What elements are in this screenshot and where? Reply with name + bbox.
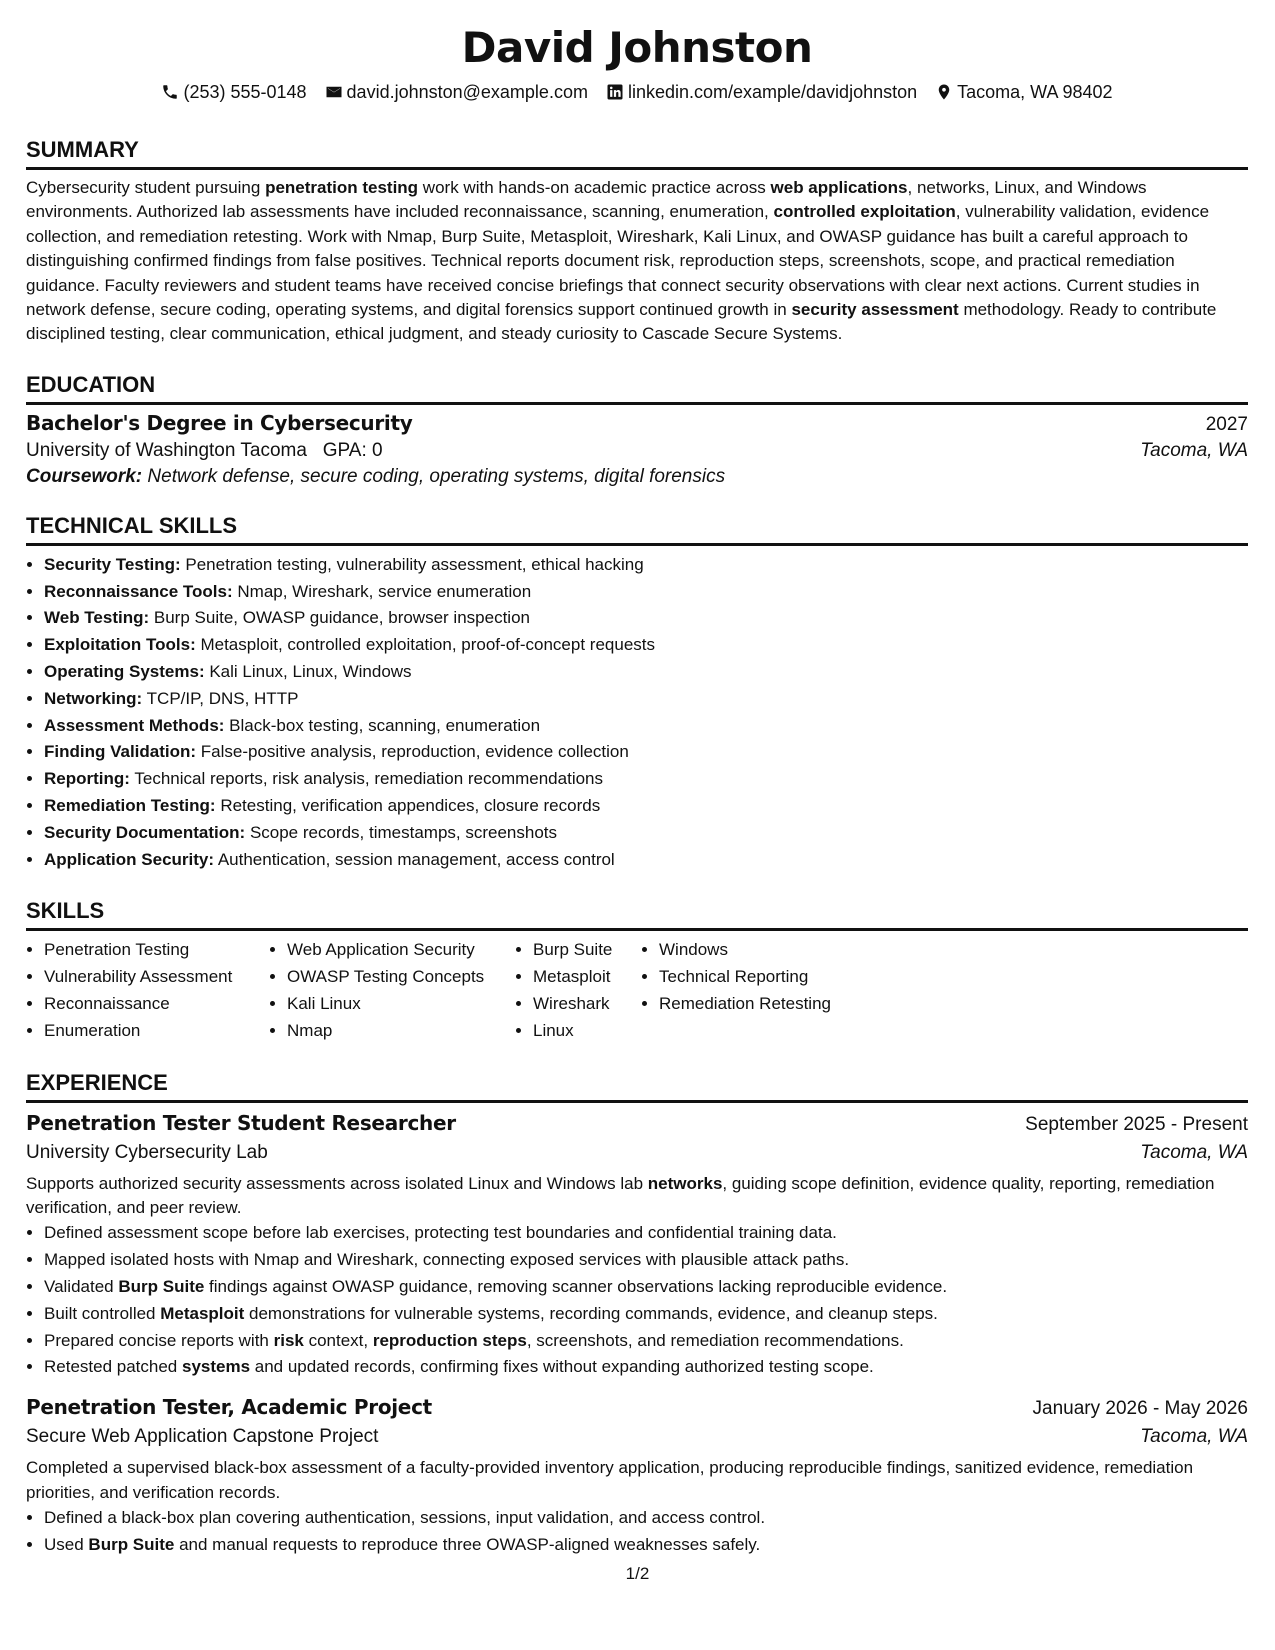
experience-list — [26, 1111, 1248, 1559]
job-organization: Secure Web Application Capstone Project — [26, 1426, 379, 1448]
education-section — [26, 371, 1248, 488]
technical-skill-item — [44, 686, 1248, 713]
linkedin-url[interactable]: linkedin.com/example/davidjohnston — [627, 82, 918, 102]
job-bullet: • Used Burp Suite and manual requests to reproduce three OWASP-aligned weaknesses safely. — [44, 1532, 1248, 1559]
contact-email[interactable] — [325, 80, 588, 104]
skills-grid — [26, 937, 1248, 1044]
technical-skills-list — [26, 552, 1248, 874]
phone-icon — [161, 83, 179, 101]
technical-skill-label: Finding Validation: — [44, 742, 197, 762]
coursework-line — [26, 466, 1248, 488]
technical-skill-label: Security Testing: — [44, 554, 181, 574]
technical-skills-heading: TECHNICAL SKILLS — [26, 512, 1248, 546]
contact-linkedin[interactable] — [606, 80, 917, 104]
education-row-2 — [26, 440, 1248, 462]
job-bullet: • Retested patched systems and updated records, confirming fixes without expanding authorized testing scope. — [44, 1354, 1248, 1381]
skill-item: • Vulnerability Assessment — [44, 964, 269, 991]
school-location: Tacoma, WA — [1140, 439, 1248, 461]
technical-skill-label: Application Security: — [44, 849, 215, 869]
bold-text: controlled exploitation — [773, 202, 956, 222]
technical-skill-item — [44, 713, 1248, 740]
experience-entry — [26, 1111, 1248, 1382]
experience-entry — [26, 1395, 1248, 1558]
technical-skill-value: Black-box testing, scanning, enumeration — [229, 715, 541, 735]
technical-skill-label: Assessment Methods: — [44, 715, 225, 735]
technical-skill-label: Exploitation Tools: — [44, 635, 196, 655]
education-row-1 — [26, 411, 1248, 436]
technical-skill-value: Retesting, verification appendices, closure records — [220, 796, 601, 816]
job-header — [26, 1111, 1248, 1136]
bold-text: Burp Suite — [118, 1277, 205, 1296]
school-name: University of Washington Tacoma — [26, 439, 307, 461]
technical-skill-value: Kali Linux, Linux, Windows — [209, 662, 412, 682]
phone-number: (253) 555-0148 — [183, 82, 307, 102]
technical-skill-value: False-positive analysis, reproduction, evidence collection — [200, 742, 629, 762]
school-line — [26, 440, 383, 462]
technical-skill-item — [44, 579, 1248, 606]
contact-phone — [161, 80, 306, 104]
job-dates: January 2026 - May 2026 — [1032, 1398, 1248, 1420]
job-subheader — [26, 1426, 1248, 1448]
technical-skill-value: Authentication, session management, access control — [217, 849, 615, 869]
technical-skill-label: Web Testing: — [44, 608, 150, 628]
job-organization: University Cybersecurity Lab — [26, 1141, 268, 1163]
location-pin-icon — [935, 83, 953, 101]
bold-text: Burp Suite — [88, 1534, 175, 1554]
job-title: Penetration Tester Student Researcher — [26, 1110, 456, 1135]
job-bullet: • Defined a black-box plan covering authentication, sessions, input validation, and access control. — [44, 1505, 1248, 1532]
skill-item: • Technical Reporting — [659, 964, 881, 991]
technical-skill-item — [44, 605, 1248, 632]
page-number: 1/2 — [625, 1564, 650, 1583]
technical-skill-value: Penetration testing, vulnerability assessment, ethical hacking — [185, 554, 644, 574]
job-header — [26, 1395, 1248, 1420]
skill-item: • Reconnaissance — [44, 991, 269, 1018]
job-location: Tacoma, WA — [1140, 1141, 1248, 1163]
technical-skill-item — [44, 659, 1248, 686]
location-text: Tacoma, WA 98402 — [957, 82, 1113, 102]
bold-text: security assessment — [791, 300, 959, 320]
candidate-name: David Johnston — [461, 23, 813, 72]
technical-skill-item — [44, 766, 1248, 793]
technical-skill-item — [44, 739, 1248, 766]
bold-text: reproduction steps — [372, 1330, 527, 1350]
contact-location — [935, 80, 1112, 104]
technical-skill-label: Reconnaissance Tools: — [44, 581, 233, 601]
technical-skill-value: TCP/IP, DNS, HTTP — [146, 688, 299, 708]
job-dates: September 2025 - Present — [1025, 1113, 1248, 1135]
job-bullet: • Mapped isolated hosts with Nmap and Wireshark, connecting exposed services with plausible attack paths. — [44, 1247, 1248, 1274]
skill-item: • Nmap — [287, 1018, 515, 1045]
bold-text: risk — [273, 1330, 304, 1350]
skill-item: • Enumeration — [44, 1018, 269, 1045]
job-subheader — [26, 1142, 1248, 1164]
education-heading: EDUCATION — [26, 371, 1248, 405]
skills-column — [515, 937, 641, 1044]
technical-skill-value: Burp Suite, OWASP guidance, browser inspection — [153, 608, 530, 628]
skills-column — [269, 937, 515, 1044]
technical-skill-item — [44, 632, 1248, 659]
technical-skill-label: Security Documentation: — [44, 822, 246, 842]
coursework-text: Network defense, secure coding, operating systems, digital forensics — [147, 465, 726, 487]
skill-item: • Wireshark — [533, 991, 641, 1018]
skill-item: • Penetration Testing — [44, 937, 269, 964]
summary-text: Cybersecurity student pursuing penetration testing work with hands-on academic practice across web applications, networks, Linux, and Windows environments. Authorized lab assessments have included reconnaissance, scanning, enumeration, controlled exploitation, vulnerability validation, evidence collection, and remediation retesting. Work with Nmap, Burp Suite, Metasploit, Wireshark, Kali Linux, and OWASP guidance has built a careful approach to distinguishing confirmed findings from false positives. Technical reports document risk, reproduction steps, screenshots, scope, and practical remediation guidance. Faculty reviewers and student teams have received concise briefings that connect security observations with clear next actions. Current studies in network defense, secure coding, operating systems, and digital forensics support continued growth in security assessment methodology. Ready to contribute disciplined testing, clear communication, ethical judgment, and steady curiosity to Cascade Secure Systems. — [26, 178, 1217, 344]
technical-skill-value: Metasploit, controlled exploitation, proof-of-concept requests — [200, 635, 655, 655]
skill-item: • Kali Linux — [287, 991, 515, 1018]
skill-item: • Windows — [659, 937, 881, 964]
linkedin-icon — [606, 83, 624, 101]
technical-skill-value: Technical reports, risk analysis, remediation recommendations — [134, 769, 604, 789]
bold-text: systems — [181, 1357, 251, 1377]
technical-skill-label: Reporting: — [44, 769, 130, 789]
contact-bar — [26, 80, 1248, 104]
technical-skill-item — [44, 820, 1248, 847]
technical-skill-label: Operating Systems: — [44, 662, 205, 682]
summary-section — [26, 136, 1248, 347]
skills-column — [641, 937, 881, 1044]
skill-item: • Web Application Security — [287, 937, 515, 964]
degree-name: Bachelor's Degree in Cybersecurity — [26, 410, 413, 435]
technical-skill-value: Scope records, timestamps, screenshots — [249, 822, 558, 842]
skill-item: • OWASP Testing Concepts — [287, 964, 515, 991]
job-bullets — [26, 1505, 1248, 1559]
technical-skills-section — [26, 512, 1248, 874]
technical-skill-label: Remediation Testing: — [44, 796, 216, 816]
bold-text: penetration testing — [265, 178, 419, 197]
technical-skill-value: Nmap, Wireshark, service enumeration — [237, 581, 532, 601]
bold-text: networks — [647, 1173, 723, 1193]
technical-skill-item — [44, 793, 1248, 820]
experience-heading: EXPERIENCE — [26, 1069, 1248, 1103]
skills-heading: SKILLS — [26, 897, 1248, 931]
bold-text: web applications — [770, 178, 908, 197]
bold-text: Metasploit — [160, 1303, 245, 1323]
skill-item: • Burp Suite — [533, 937, 641, 964]
job-summary: Supports authorized security assessments across isolated Linux and Windows lab networks, guiding scope definition, evidence quality, reporting, remediation verification, and peer review. — [26, 1173, 1215, 1217]
technical-skill-label: Networking: — [44, 688, 143, 708]
job-location: Tacoma, WA — [1140, 1426, 1248, 1448]
technical-skill-item — [44, 847, 1248, 874]
resume-page — [26, 20, 1248, 1559]
experience-section — [26, 1069, 1248, 1559]
skill-item: • Linux — [533, 1018, 641, 1045]
technical-skill-item — [44, 552, 1248, 579]
job-summary: Completed a supervised black-box assessment of a faculty-provided inventory application, producing reproducible findings, sanitized evidence, remediation priorities, and verification records. — [26, 1458, 1194, 1502]
graduation-year: 2027 — [1205, 413, 1248, 435]
email-icon — [325, 83, 343, 101]
summary-heading: SUMMARY — [26, 136, 1248, 170]
coursework-label: Coursework: — [26, 465, 143, 487]
job-bullet: • Built controlled Metasploit demonstrations for vulnerable systems, recording commands, evidence, and cleanup steps. — [44, 1301, 1248, 1328]
job-title: Penetration Tester, Academic Project — [26, 1395, 432, 1420]
job-bullet: • Prepared concise reports with risk context, reproduction steps, screenshots, and remediation recommendations. — [44, 1328, 1248, 1355]
skill-item: • Remediation Retesting — [659, 991, 881, 1018]
email-address[interactable]: david.johnston@example.com — [346, 82, 588, 102]
job-bullets — [26, 1220, 1248, 1381]
job-bullet: • Validated Burp Suite findings against OWASP guidance, removing scanner observations lacking reproducible evidence. — [44, 1274, 1248, 1301]
skill-item: • Metasploit — [533, 964, 641, 991]
job-bullet: • Defined assessment scope before lab exercises, protecting test boundaries and confidential training data. — [44, 1220, 1248, 1247]
skills-column — [26, 937, 269, 1044]
gpa-value: GPA: 0 — [322, 439, 383, 461]
skills-section — [26, 897, 1248, 1044]
